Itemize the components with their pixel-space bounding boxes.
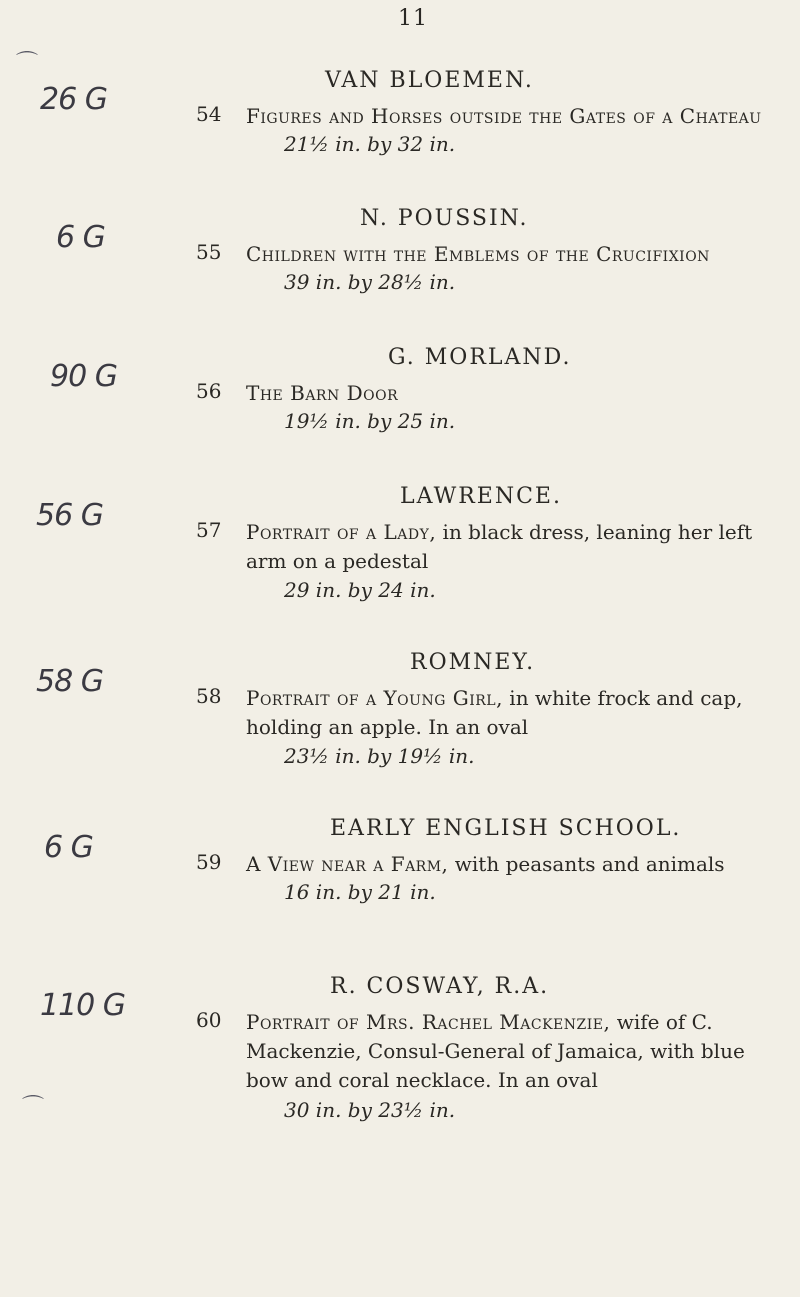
- lot-title: [246, 684, 786, 742]
- lot-number: 58: [196, 684, 222, 708]
- title-description: in black dress, leaning her left arm on a pedestal: [246, 520, 753, 573]
- artist-name: R. COSWAY, R.A.: [330, 974, 550, 999]
- lot-number: 55: [196, 240, 222, 264]
- lot-title: [246, 102, 786, 131]
- dimensions: 21½ in. by 32 in.: [284, 132, 456, 156]
- title-description: in white frock and cap, holding an apple. In an oval: [246, 686, 743, 739]
- artist-name: VAN BLOEMEN.: [325, 68, 534, 93]
- lot-title: [246, 379, 786, 408]
- artist-name: EARLY ENGLISH SCHOOL.: [330, 816, 682, 841]
- dimensions: 39 in. by 28½ in.: [284, 270, 456, 294]
- page-number: 11: [398, 6, 428, 31]
- lot-title: [246, 1008, 786, 1095]
- artist-name: N. POUSSIN.: [360, 206, 529, 231]
- title-text: A View near a Farm,: [246, 852, 449, 876]
- title-text: Portrait of a Young Girl,: [246, 686, 503, 710]
- title-text: Figures and Horses outside the Gates of a Chateau: [246, 104, 762, 128]
- artist-name: ROMNEY.: [410, 650, 536, 675]
- dimensions: 16 in. by 21 in.: [284, 880, 436, 904]
- title-text: The Barn Door: [246, 381, 399, 405]
- pencil-tick-mark: ⌒: [16, 51, 39, 76]
- title-text: Portrait of a Lady,: [246, 520, 437, 544]
- lot-number: 57: [196, 518, 222, 542]
- lot-number: 60: [196, 1008, 222, 1032]
- handwritten-price: 90 G: [50, 359, 117, 394]
- dimensions: 19½ in. by 25 in.: [284, 409, 456, 433]
- handwritten-price: 56 G: [36, 498, 103, 533]
- title-description: wife of C. Mackenzie, Consul-General of Jamaica, with blue bow and coral necklace. In an oval: [246, 1010, 745, 1092]
- handwritten-price: 110 G: [40, 988, 126, 1023]
- dimensions: 30 in. by 23½ in.: [284, 1098, 456, 1122]
- lot-number: 56: [196, 379, 222, 403]
- handwritten-price: 6 G: [56, 220, 105, 255]
- artist-name: G. MORLAND.: [388, 345, 572, 370]
- title-text: Children with the Emblems of the Crucifixion: [246, 242, 710, 266]
- pencil-tick-mark: ⌒: [22, 1095, 45, 1120]
- handwritten-price: 58 G: [36, 664, 103, 699]
- artist-name: LAWRENCE.: [400, 484, 562, 509]
- lot-title: [246, 850, 786, 879]
- dimensions: 29 in. by 24 in.: [284, 578, 436, 602]
- lot-number: 54: [196, 102, 222, 126]
- lot-number: 59: [196, 850, 222, 874]
- lot-title: [246, 240, 786, 269]
- handwritten-price: 6 G: [44, 830, 93, 865]
- handwritten-price: 26 G: [40, 82, 107, 117]
- title-description: with peasants and animals: [448, 852, 725, 876]
- dimensions: 23½ in. by 19½ in.: [284, 744, 475, 768]
- title-text: Portrait of Mrs. Rachel Mackenzie,: [246, 1010, 611, 1034]
- lot-title: [246, 518, 786, 576]
